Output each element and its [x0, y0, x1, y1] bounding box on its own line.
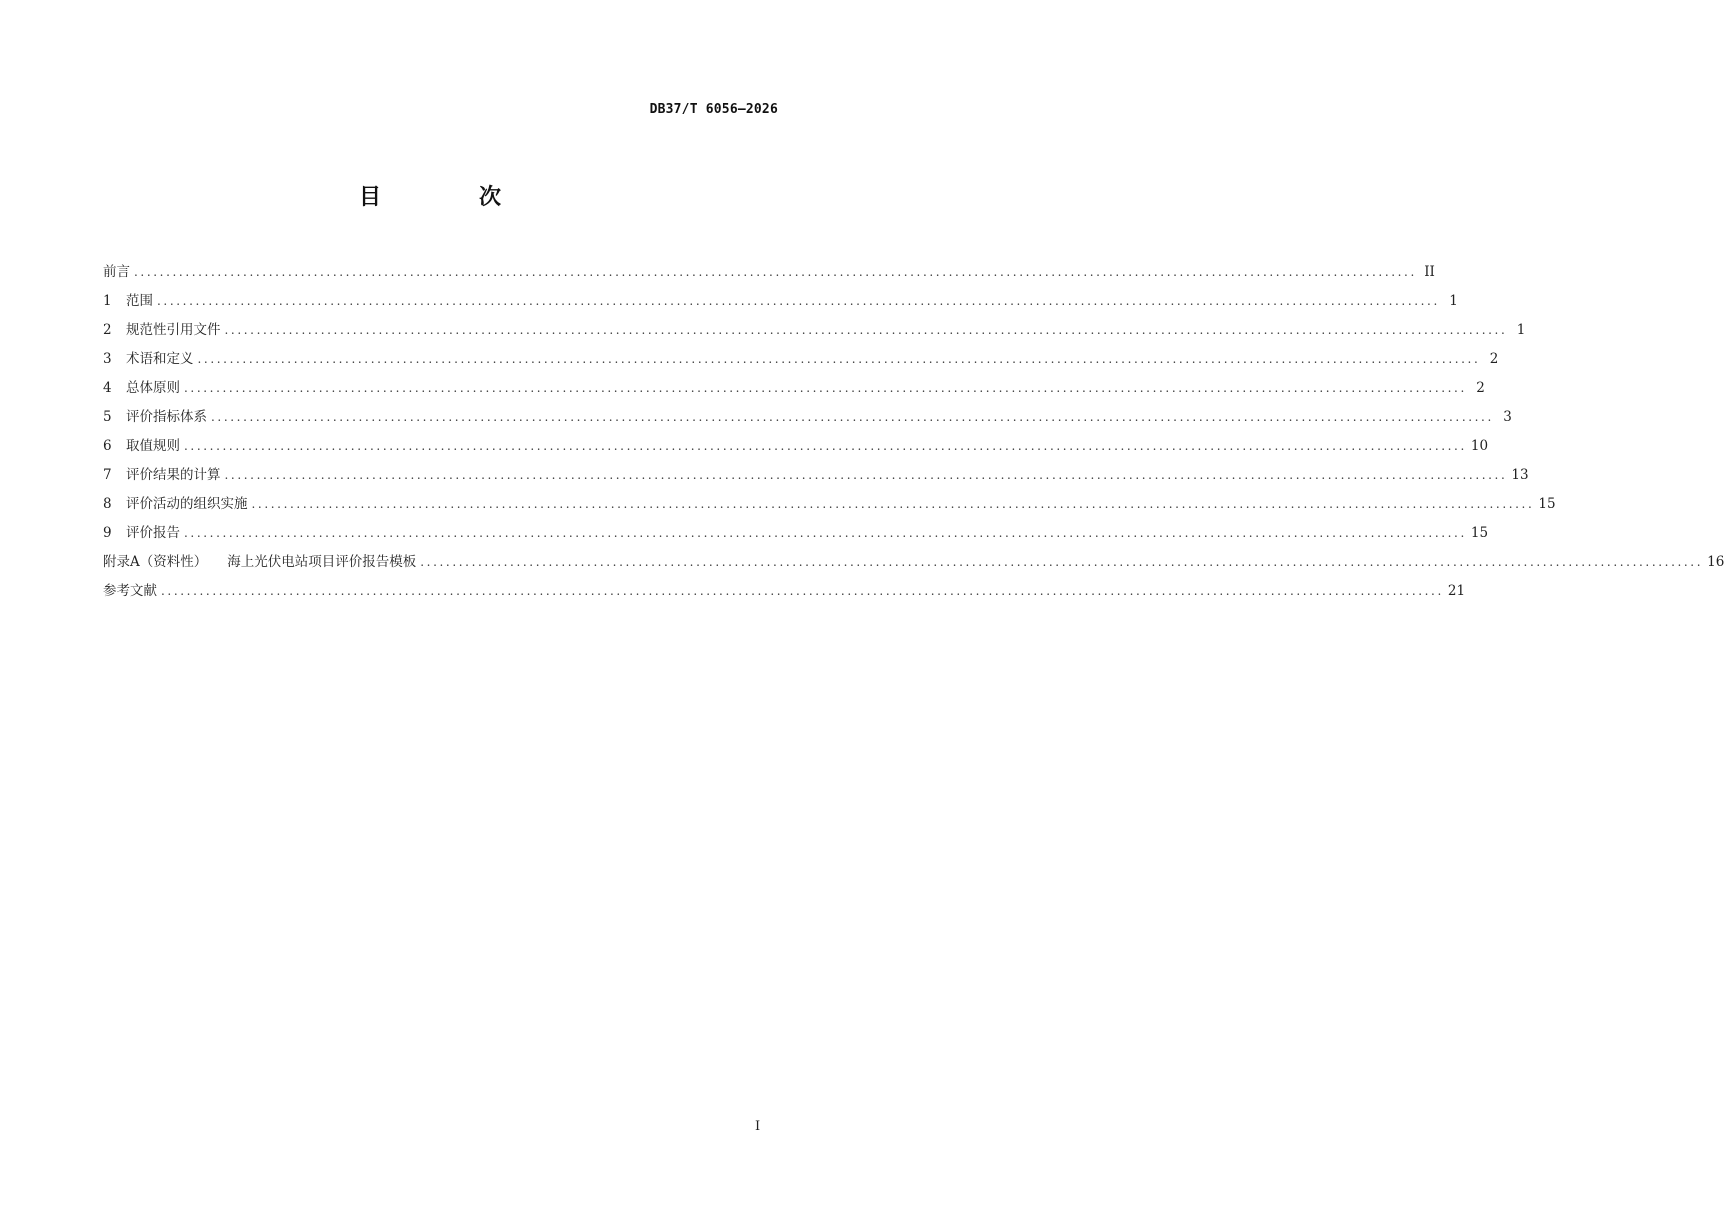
page-title: 目 次: [358, 184, 539, 210]
toc-entry-number: 5: [103, 409, 112, 425]
toc-entry-label: 评价指标体系: [126, 409, 207, 425]
toc-leader-dots: ........................................................................................................................................................................................................: [197, 352, 1481, 366]
toc-entry-result-calculation[interactable]: [103, 463, 1529, 492]
toc-entry-page: 13: [1511, 467, 1529, 483]
toc-entry-label: 附录A（资料性）: [103, 554, 208, 570]
toc-entry-appendix-a[interactable]: [103, 550, 1724, 579]
toc-entry-number: 1: [103, 293, 112, 309]
toc-leader-dots: ........................................................................................................................................................................................................: [134, 265, 1417, 279]
toc-entry-label: 前言: [103, 264, 130, 280]
toc-entry-value-rules[interactable]: [103, 434, 1489, 463]
toc-leader-dots: ........................................................................................................................................................................................................: [184, 526, 1467, 540]
toc-entry-page: 2: [1476, 380, 1485, 396]
toc-entry-number: 4: [103, 380, 112, 396]
toc-leader-dots: ........................................................................................................................................................................................................: [251, 497, 1535, 511]
toc-entry-bibliography[interactable]: [103, 579, 1466, 608]
toc-entry-label: 评价活动的组织实施: [126, 496, 248, 512]
toc-entry-page: 1: [1449, 293, 1458, 309]
toc-entry-evaluation-report[interactable]: [103, 521, 1489, 550]
toc-entry-number: 2: [103, 322, 112, 338]
toc-entry-number: 3: [103, 351, 112, 367]
toc-leader-dots: ........................................................................................................................................................................................................: [224, 323, 1508, 337]
toc-entry-label: 评价报告: [126, 525, 180, 541]
toc-entry-foreword[interactable]: [103, 260, 1435, 289]
toc-entry-page: 1: [1516, 322, 1526, 338]
toc-entry-general-principles[interactable]: [103, 376, 1485, 405]
toc-leader-dots: ........................................................................................................................................................................................................: [420, 555, 1704, 569]
toc-entry-page: 21: [1447, 583, 1466, 599]
toc-leader-dots: ........................................................................................................................................................................................................: [157, 294, 1440, 308]
toc-entry-page: II: [1424, 264, 1435, 280]
toc-entry-sublabel: 海上光伏电站项目评价报告模板: [227, 554, 417, 570]
page-number: I: [755, 1119, 761, 1134]
toc-entry-number: 7: [103, 467, 112, 483]
toc-entry-label: 规范性引用文件: [126, 322, 221, 338]
toc-entry-page: 16: [1707, 554, 1724, 570]
toc-entry-label: 术语和定义: [126, 351, 194, 367]
toc-entry-normative-references[interactable]: [103, 318, 1526, 347]
toc-entry-terms[interactable]: [103, 347, 1499, 376]
toc-leader-dots: ........................................................................................................................................................................................................: [184, 439, 1467, 453]
toc-leader-dots: ........................................................................................................................................................................................................: [224, 468, 1508, 482]
toc-entry-label: 参考文献: [103, 583, 157, 599]
toc-entry-page: 2: [1489, 351, 1499, 367]
toc-entry-label: 总体原则: [126, 380, 180, 396]
toc-entry-page: 15: [1538, 496, 1556, 512]
toc-entry-label: 范围: [126, 293, 153, 309]
toc-leader-dots: ........................................................................................................................................................................................................: [211, 410, 1494, 424]
toc-entry-label: 评价结果的计算: [126, 467, 221, 483]
toc-leader-dots: ........................................................................................................................................................................................................: [161, 584, 1444, 598]
toc-entry-number: 9: [103, 525, 112, 541]
toc-entry-scope[interactable]: [103, 289, 1458, 318]
toc-entry-indicator-system[interactable]: [103, 405, 1512, 434]
toc-entry-organization[interactable]: [103, 492, 1556, 521]
toc-entry-page: 15: [1470, 525, 1489, 541]
toc-entry-number: 8: [103, 496, 112, 512]
toc-entry-page: 3: [1503, 409, 1512, 425]
toc-entry-page: 10: [1470, 438, 1489, 454]
toc-leader-dots: ........................................................................................................................................................................................................: [184, 381, 1467, 395]
document-code: DB37/T 6056—2026: [649, 102, 778, 117]
toc-entry-label: 取值规则: [126, 438, 180, 454]
toc-entry-number: 6: [103, 438, 112, 454]
table-of-contents: [103, 260, 1724, 608]
